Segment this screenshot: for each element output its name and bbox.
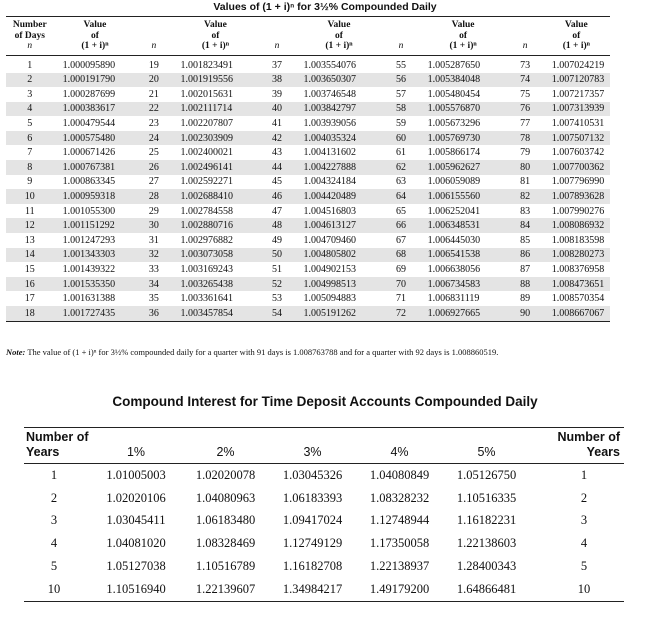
compound-value-cell: 1.004324184: [303, 176, 357, 188]
header-rate: 3%: [269, 428, 356, 464]
day-count-cell: 29: [148, 205, 159, 217]
day-count-cell: 50: [259, 248, 294, 263]
compound-header-row: [24, 428, 624, 464]
table-row: [24, 464, 624, 487]
day-count-cell: 65: [396, 205, 407, 217]
compound-value-cell: 1.006348531: [419, 218, 508, 233]
day-count-cell: 17: [24, 293, 35, 305]
compound-value-cell: 1.007120783: [543, 73, 610, 88]
header-rate: 1%: [90, 428, 182, 464]
compound-factor-cell: 1.64866481: [443, 578, 530, 601]
compound-value-cell: 1.006445030: [427, 234, 481, 246]
compound-value-cell: 1.005769730: [419, 131, 508, 146]
day-count-cell: 84: [508, 218, 543, 233]
day-count-cell: 32: [136, 248, 171, 263]
compound-value-cell: 1.007700362: [543, 160, 610, 175]
compound-value-cell: 1.002880716: [171, 218, 259, 233]
compound-factor-cell: 1.34984217: [269, 578, 356, 601]
compound-value-cell: 1.002111714: [171, 102, 259, 117]
compound-factor-cell: 1.10516789: [195, 559, 256, 574]
table-row: [6, 262, 610, 277]
compound-factor-cell: 1.01005003: [106, 467, 166, 482]
table-row: [6, 248, 610, 263]
day-count-cell: 55: [396, 60, 407, 71]
header-value: Value of (1 + i)ⁿ: [543, 17, 610, 56]
table-row: [6, 102, 610, 117]
compound-value-cell: 1.001151292: [54, 218, 137, 233]
header-days: Number of Days n: [6, 17, 54, 56]
compound-value-cell: 1.003554076: [303, 60, 357, 71]
day-count-cell: 28: [136, 189, 171, 204]
compound-value-cell: 1.006059089: [427, 176, 481, 188]
day-count-cell: 88: [508, 277, 543, 292]
compound-value-cell: 1.007893628: [543, 189, 610, 204]
day-count-cell: 42: [259, 131, 294, 146]
compound-value-cell: 1.000191790: [54, 73, 137, 88]
day-count-cell: 23: [148, 118, 159, 130]
compound-value-cell: 1.006252041: [427, 205, 481, 217]
day-count-cell: 8: [6, 160, 54, 175]
compound-value-cell: 1.001343303: [54, 248, 137, 263]
compound-value-cell: 1.003169243: [180, 264, 233, 276]
day-count-cell: 40: [259, 102, 294, 117]
compound-factor-cell: 1.03045326: [282, 467, 343, 482]
compound-factor-cell: 1.04080849: [369, 467, 430, 482]
compound-value-cell: 1.002496141: [171, 160, 259, 175]
day-count-cell: 48: [259, 218, 294, 233]
day-count-cell: 45: [271, 176, 282, 188]
compound-value-cell: 1.007024219: [551, 60, 605, 71]
compound-value-cell: 1.002015631: [180, 88, 233, 100]
compound-factor-cell: 1.16182708: [282, 559, 343, 574]
compound-value-cell: 1.007313939: [543, 102, 610, 117]
table-row: [24, 510, 624, 533]
compound-value-cell: 1.001247293: [62, 234, 116, 246]
day-count-cell: 37: [271, 60, 282, 71]
day-count-cell: 80: [508, 160, 543, 175]
table-row: [6, 55, 610, 73]
day-count-cell: 20: [136, 73, 171, 88]
table-row: [6, 160, 610, 175]
day-count-cell: 53: [271, 293, 282, 305]
compound-value-cell: 1.003842797: [295, 102, 384, 117]
header-years-left: Number of Years: [24, 428, 90, 464]
table-row: [6, 277, 610, 292]
day-count-cell: 12: [6, 218, 54, 233]
compound-value-cell: 1.006155560: [419, 189, 508, 204]
compound-value-cell: 1.005866174: [427, 147, 481, 159]
compound-factor-cell: 1.22138937: [369, 559, 430, 574]
compound-factor-cell: 1.08328232: [369, 490, 430, 505]
day-count-cell: 15: [24, 264, 35, 276]
table-row: [6, 204, 610, 219]
day-count-cell: 74: [508, 73, 543, 88]
day-count-cell: 4: [6, 102, 54, 117]
day-count-cell: 43: [271, 147, 282, 159]
compound-value-cell: 1.001631388: [62, 293, 116, 305]
day-count-cell: 58: [383, 102, 418, 117]
day-count-cell: 64: [383, 189, 418, 204]
compound-value-cell: 1.004516803: [303, 205, 357, 217]
daily-values-body: [6, 55, 610, 321]
compound-value-cell: 1.001727435: [54, 306, 137, 321]
header-value: Value of (1 + i)ⁿ: [171, 17, 259, 56]
compound-factor-cell: 1.02020078: [195, 467, 256, 482]
table-row: [24, 532, 624, 555]
compound-value-cell: 1.008473651: [543, 277, 610, 292]
table-row: [6, 189, 610, 204]
compound-value-cell: 1.007410531: [551, 118, 605, 130]
compound-factor-cell: 1.10516335: [456, 490, 517, 505]
day-count-cell: 81: [520, 176, 531, 188]
compound-value-cell: 1.003650307: [295, 73, 384, 88]
compound-factor-cell: 1.06183393: [282, 490, 343, 505]
years-cell-right: 4: [580, 536, 588, 551]
table-row: [6, 73, 610, 88]
compound-value-cell: 1.000479544: [62, 118, 116, 130]
day-count-cell: 76: [508, 102, 543, 117]
day-count-cell: 13: [24, 234, 35, 246]
compound-value-cell: 1.004227888: [295, 160, 384, 175]
compound-factor-cell: 1.09417024: [282, 513, 343, 528]
compound-value-cell: 1.000863345: [62, 176, 116, 188]
table-row: [24, 555, 624, 578]
compound-factor-cell: 1.06183480: [195, 513, 256, 528]
compound-interest-table: [24, 427, 624, 602]
compound-value-cell: 1.007796990: [551, 176, 605, 188]
compound-value-cell: 1.008376958: [551, 264, 605, 276]
compound-factor-cell: 1.22138603: [456, 536, 517, 551]
daily-values-header-row: [6, 17, 610, 56]
compound-value-cell: 1.000287699: [62, 88, 116, 100]
compound-factor-cell: 1.28400343: [456, 559, 517, 574]
compound-value-cell: 1.003939056: [303, 118, 357, 130]
compound-value-cell: 1.004035324: [295, 131, 384, 146]
day-count-cell: 59: [396, 118, 407, 130]
day-count-cell: 41: [271, 118, 282, 130]
compound-value-cell: 1.000767381: [54, 160, 137, 175]
compound-value-cell: 1.002688410: [171, 189, 259, 204]
compound-factor-cell: 1.12748944: [369, 513, 430, 528]
day-count-cell: 62: [383, 160, 418, 175]
day-count-cell: 22: [136, 102, 171, 117]
compound-factor-cell: 1.04080963: [195, 490, 256, 505]
compound-value-cell: 1.002976882: [180, 234, 233, 246]
day-count-cell: 34: [136, 277, 171, 292]
compound-factor-cell: 1.16182231: [456, 513, 517, 528]
table-row: [6, 87, 610, 102]
compound-value-cell: 1.003361641: [180, 293, 233, 305]
day-count-cell: 78: [508, 131, 543, 146]
compound-value-cell: 1.007603742: [551, 147, 605, 159]
day-count-cell: 38: [259, 73, 294, 88]
table-row: [24, 578, 624, 601]
compound-factor-cell: 1.02020106: [106, 490, 166, 505]
years-cell-left: 1: [50, 467, 58, 482]
compound-value-cell: 1.007990276: [551, 205, 605, 217]
day-count-cell: 19: [148, 60, 159, 71]
day-count-cell: 79: [520, 147, 531, 159]
day-count-cell: 66: [383, 218, 418, 233]
day-count-cell: 86: [508, 248, 543, 263]
day-count-cell: 85: [520, 234, 531, 246]
compound-factor-cell: 1.08328469: [195, 536, 256, 551]
day-count-cell: 30: [136, 218, 171, 233]
day-count-cell: 9: [27, 176, 33, 188]
compound-factor-cell: 1.49179200: [356, 578, 443, 601]
day-count-cell: 21: [148, 88, 159, 100]
compound-value-cell: 1.004998513: [295, 277, 384, 292]
compound-value-cell: 1.008280273: [543, 248, 610, 263]
compound-factor-cell: 1.17350058: [369, 536, 430, 551]
day-count-cell: 25: [148, 147, 159, 159]
compound-value-cell: 1.003073058: [171, 248, 259, 263]
day-count-cell: 46: [259, 189, 294, 204]
compound-value-cell: 1.008086932: [543, 218, 610, 233]
day-count-cell: 67: [396, 234, 407, 246]
day-count-cell: 70: [383, 277, 418, 292]
compound-value-cell: 1.008667067: [543, 306, 610, 321]
compound-value-cell: 1.001823491: [180, 60, 233, 71]
day-count-cell: 89: [520, 293, 531, 305]
table-row: [6, 116, 610, 131]
day-count-cell: 31: [148, 234, 159, 246]
compound-value-cell: 1.000383617: [54, 102, 137, 117]
day-count-cell: 2: [6, 73, 54, 88]
day-count-cell: 3: [27, 88, 33, 100]
day-count-cell: 60: [383, 131, 418, 146]
day-count-cell: 24: [136, 131, 171, 146]
compound-value-cell: 1.005287650: [427, 60, 481, 71]
header-n: n: [383, 17, 418, 56]
compound-value-cell: 1.002400021: [180, 147, 233, 159]
day-count-cell: 11: [24, 205, 35, 217]
compound-value-cell: 1.002592271: [180, 176, 233, 188]
compound-factor-cell: 1.04081020: [106, 536, 166, 551]
header-value: Value of (1 + i)ⁿ: [295, 17, 384, 56]
compound-interest-body: [24, 464, 624, 602]
table-row: [6, 291, 610, 306]
compound-value-cell: 1.008183598: [551, 234, 605, 246]
day-count-cell: 54: [259, 306, 294, 321]
compound-value-cell: 1.000095890: [62, 60, 116, 71]
compound-factor-cell: 1.22139607: [182, 578, 269, 601]
header-rate: 5%: [443, 428, 530, 464]
compound-value-cell: 1.006831119: [427, 293, 480, 305]
years-cell-left: 4: [50, 536, 58, 551]
compound-factor-cell: 1.03045411: [106, 513, 166, 528]
table-row: [24, 487, 624, 510]
header-rate: 4%: [356, 428, 443, 464]
compound-value-cell: 1.000959318: [54, 189, 137, 204]
years-cell-left: 2: [50, 490, 58, 505]
compound-value-cell: 1.005384048: [419, 73, 508, 88]
daily-values-table: [6, 16, 610, 322]
header-n: n: [259, 17, 294, 56]
compound-value-cell: 1.005480454: [427, 88, 481, 100]
compound-value-cell: 1.001055300: [62, 205, 116, 217]
compound-value-cell: 1.007507132: [543, 131, 610, 146]
table-row: [6, 145, 610, 160]
compound-factor-cell: 1.05126750: [456, 467, 517, 482]
compound-value-cell: 1.000671426: [62, 147, 116, 159]
compound-factor-cell: 1.12749129: [282, 536, 343, 551]
day-count-cell: 33: [148, 264, 159, 276]
day-count-cell: 90: [508, 306, 543, 321]
compound-value-cell: 1.004902153: [303, 264, 357, 276]
compound-value-cell: 1.001439322: [62, 264, 116, 276]
table-row: [6, 131, 610, 146]
header-value: Value of (1 + i)ⁿ: [419, 17, 508, 56]
compound-value-cell: 1.003746548: [303, 88, 357, 100]
header-rate: 2%: [182, 428, 269, 464]
compound-value-cell: 1.002303909: [171, 131, 259, 146]
day-count-cell: 49: [271, 234, 282, 246]
day-count-cell: 82: [508, 189, 543, 204]
compound-interest-table-title: Compound Interest for Time Deposit Accounts Compounded Daily: [112, 394, 538, 409]
compound-value-cell: 1.001919556: [171, 73, 259, 88]
header-years-right: Number of Years: [530, 428, 624, 464]
compound-value-cell: 1.006541538: [419, 248, 508, 263]
day-count-cell: 18: [6, 306, 54, 321]
compound-value-cell: 1.000575480: [54, 131, 137, 146]
compound-value-cell: 1.001535350: [54, 277, 137, 292]
compound-factor-cell: 1.10516940: [90, 578, 182, 601]
day-count-cell: 56: [383, 73, 418, 88]
years-cell-left: 3: [50, 513, 58, 528]
day-count-cell: 10: [6, 189, 54, 204]
daily-values-table-title: Values of (1 + i)ⁿ for 3½% Compounded Daily: [213, 1, 437, 13]
day-count-cell: 57: [396, 88, 407, 100]
compound-value-cell: 1.004131602: [303, 147, 357, 159]
table-row: [6, 218, 610, 233]
compound-value-cell: 1.006734583: [419, 277, 508, 292]
compound-value-cell: 1.005576870: [419, 102, 508, 117]
day-count-cell: 26: [136, 160, 171, 175]
day-count-cell: 39: [271, 88, 282, 100]
years-cell-right: 2: [580, 490, 588, 505]
compound-value-cell: 1.004805802: [295, 248, 384, 263]
day-count-cell: 47: [271, 205, 282, 217]
day-count-cell: 75: [520, 88, 531, 100]
day-count-cell: 77: [520, 118, 531, 130]
header-n: n: [508, 17, 543, 56]
day-count-cell: 72: [383, 306, 418, 321]
compound-value-cell: 1.003265438: [171, 277, 259, 292]
day-count-cell: 71: [396, 293, 407, 305]
day-count-cell: 68: [383, 248, 418, 263]
day-count-cell: 87: [520, 264, 531, 276]
compound-factor-cell: 1.05127038: [106, 559, 166, 574]
day-count-cell: 73: [520, 60, 531, 71]
day-count-cell: 51: [271, 264, 282, 276]
table-row: [6, 175, 610, 190]
day-count-cell: 36: [136, 306, 171, 321]
day-count-cell: 35: [148, 293, 159, 305]
header-value: Value of (1 + i)ⁿ: [54, 17, 137, 56]
compound-value-cell: 1.004613127: [295, 218, 384, 233]
compound-value-cell: 1.005191262: [295, 306, 384, 321]
compound-value-cell: 1.006927665: [419, 306, 508, 321]
day-count-cell: 27: [148, 176, 159, 188]
compound-value-cell: 1.007217357: [551, 88, 605, 100]
day-count-cell: 5: [27, 118, 33, 130]
years-cell-left: 5: [50, 559, 58, 574]
day-count-cell: 69: [396, 264, 407, 276]
years-cell-right: 1: [580, 467, 588, 482]
years-cell-right: 10: [530, 578, 624, 601]
day-count-cell: 1: [27, 60, 33, 71]
compound-value-cell: 1.008570354: [551, 293, 605, 305]
day-count-cell: 14: [6, 248, 54, 263]
compound-value-cell: 1.004420489: [295, 189, 384, 204]
compound-value-cell: 1.005673296: [427, 118, 481, 130]
compound-value-cell: 1.002207807: [180, 118, 233, 130]
header-n: n: [136, 17, 171, 56]
day-count-cell: 83: [520, 205, 531, 217]
years-cell-left: 10: [24, 578, 90, 601]
table-row: [6, 233, 610, 248]
day-count-cell: 63: [396, 176, 407, 188]
day-count-cell: 7: [27, 147, 33, 159]
day-count-cell: 16: [6, 277, 54, 292]
compound-value-cell: 1.005094883: [303, 293, 357, 305]
compound-value-cell: 1.006638056: [427, 264, 481, 276]
years-cell-right: 3: [580, 513, 588, 528]
day-count-cell: 61: [396, 147, 407, 159]
table-row: [6, 306, 610, 321]
compound-value-cell: 1.002784558: [180, 205, 233, 217]
compound-value-cell: 1.005962627: [419, 160, 508, 175]
years-cell-right: 5: [580, 559, 588, 574]
table-note: Note: The value of (1 + i)ⁿ for 3½% compounded daily for a quarter with 91 days is 1.008763788 and for a quarter with 92 days is 1.008860519.: [6, 347, 499, 357]
day-count-cell: 44: [259, 160, 294, 175]
compound-value-cell: 1.003457854: [171, 306, 259, 321]
day-count-cell: 6: [6, 131, 54, 146]
day-count-cell: 52: [259, 277, 294, 292]
compound-value-cell: 1.004709460: [303, 234, 357, 246]
